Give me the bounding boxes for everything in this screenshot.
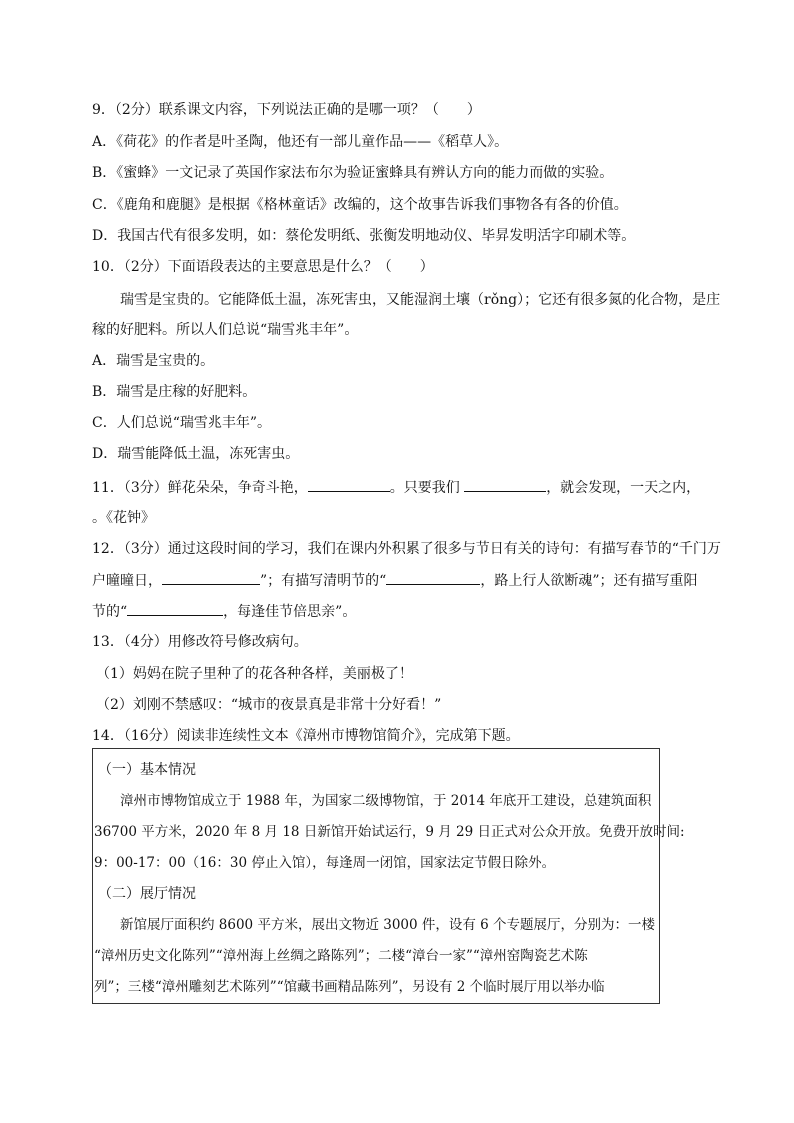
q11-text-2: 。只要我们 (389, 480, 465, 496)
q12-text-2a: 户曈曈日， (92, 573, 162, 589)
q11-line-2: 。《花钟》 (92, 510, 155, 526)
q10-option-b: B．瑞雪是庄稼的好肥料。 (92, 384, 257, 400)
q11-line-1 (92, 477, 700, 498)
section-1-heading: （一）基本情况 (98, 762, 196, 778)
section-1-line-2: 36700 平方米，2020 年 8 月 18 日新馆开始试运行，9 月 29 日正式对公众开放。免费开放时间: (94, 824, 685, 840)
q9-stem: 9．（2分）联系课文内容，下列说法正确的是哪一项？（ ） (92, 102, 481, 118)
q12-text-3a: 节的“ (92, 604, 128, 620)
q9-option-c: C．《鹿角和鹿腿》是根据《格林童话》改编的，这个故事告诉我们事物各有各的价值。 (92, 197, 628, 213)
q10-option-a: A．瑞雪是宝贵的。 (92, 353, 215, 369)
section-2-line-2: “漳州历史文化陈列”“漳州海上丝绸之路陈列”；二楼“漳台一家”“漳州窑陶瓷艺术陈 (94, 948, 588, 964)
q11-blank-2[interactable] (464, 477, 546, 492)
q12-text-2b: ”；有描写清明节的“ (260, 573, 387, 589)
q10-passage-line-1: 瑞雪是宝贵的。它能降低土温，冻死害虫，又能湿润土壤（rǒng）；它还有很多氮的化合物，是庄 (120, 292, 721, 308)
q12-blank-2[interactable] (386, 570, 480, 585)
q14-stem: 14．（16分）阅读非连续性文本《漳州市博物馆简介》，完成第下题。 (92, 728, 520, 744)
section-1-line-1: 漳州市博物馆成立于 1988 年，为国家二级博物馆，于 2014 年底开工建设，总建筑面积 (120, 793, 652, 809)
q12-line-1: 12．（3分）通过这段时间的学习，我们在课内外积累了很多与节日有关的诗句：有描写春节的“千门万 (92, 541, 721, 557)
q10-stem: 10．（2分）下面语段表达的主要意思是什么？（ ） (92, 259, 434, 275)
section-2-line-3: 列”；三楼“漳州雕刻艺术陈列”“馆藏书画精品陈列”，另设有 2 个临时展厅用以举办临 (94, 979, 605, 995)
q11-text-3: ，就会发现，一天之内， (546, 480, 701, 496)
q9-option-b: B．《蜜蜂》一文记录了英国作家法布尔为验证蜜蜂具有辨认方向的能力而做的实验。 (92, 165, 614, 181)
q12-blank-3[interactable] (127, 601, 223, 616)
q11-text-1: 11．（3分）鲜花朵朵，争奇斗艳， (92, 480, 308, 496)
q12-blank-1[interactable] (162, 570, 260, 585)
q9-option-a: A．《荷花》的作者是叶圣陶，他还有一部儿童作品——《稻草人》。 (92, 134, 509, 150)
q10-option-d: D．瑞雪能降低土温，冻死害虫。 (92, 446, 300, 462)
section-2-heading: （二）展厅情况 (98, 886, 196, 902)
q10-option-c: C．人们总说“瑞雪兆丰年”。 (92, 415, 272, 431)
q10-passage-line-2: 稼的好肥料。所以人们总说“瑞雪兆丰年”。 (92, 322, 359, 338)
q13-sentence-2: （2）刘刚不禁感叹：“城市的夜景真是非常十分好看！” (96, 697, 442, 713)
q13-stem: 13．（4分）用修改符号修改病句。 (92, 634, 308, 650)
q13-sentence-1: （1）妈妈在院子里种了的花各种各样，美丽极了！ (96, 666, 413, 682)
q11-blank-1[interactable] (308, 477, 390, 492)
section-2-line-1: 新馆展厅面积约 8600 平方米，展出文物近 3000 件，设有 6 个专题展厅，分别为：一楼 (120, 917, 656, 933)
q12-text-3b: ，每逢佳节倍思亲”。 (223, 604, 357, 620)
q12-line-2 (92, 570, 698, 591)
q9-option-d: D．我国古代有很多发明，如：蔡伦发明纸、张衡发明地动仪、毕昇发明活字印刷术等。 (92, 228, 636, 244)
q12-text-2c: ，路上行人欲断魂”；还有描写重阳 (480, 573, 698, 589)
q12-line-3 (92, 601, 356, 622)
section-1-line-3: 9：00-17：00（16：30 停止入馆），每逢周一闭馆，国家法定节假日除外。 (94, 855, 556, 871)
